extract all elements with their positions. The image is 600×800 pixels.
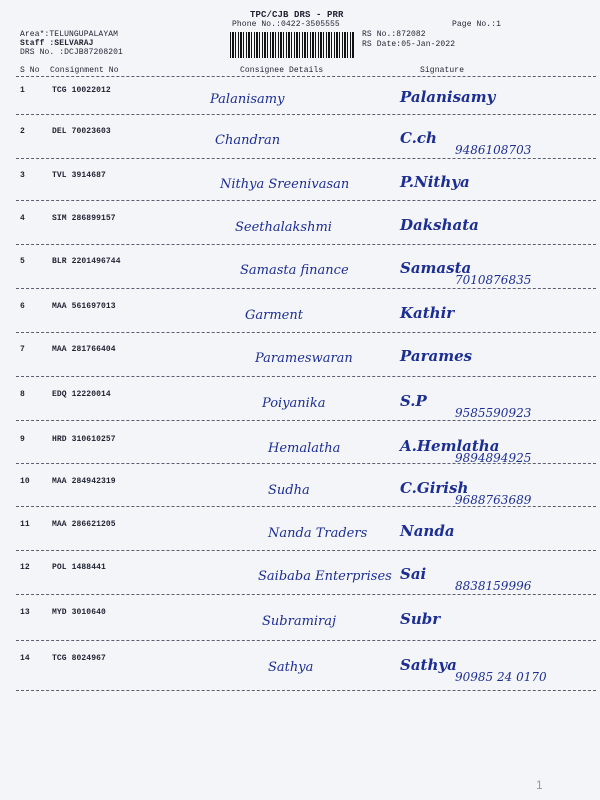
header-divider bbox=[16, 76, 596, 77]
row-consignee-handwriting: Parameswaran bbox=[255, 351, 353, 366]
area-label: Area*:TELUNGUPALAYAM bbox=[20, 30, 119, 39]
row-signature: Kathir bbox=[400, 304, 455, 322]
row-sno: 10 bbox=[20, 477, 30, 486]
row-divider bbox=[16, 420, 596, 421]
row-consignment-number: SIM 286899157 bbox=[52, 214, 116, 223]
row-divider bbox=[16, 594, 596, 595]
row-sno: 1 bbox=[20, 86, 25, 95]
row-divider bbox=[16, 550, 596, 551]
row-signature: Sai bbox=[400, 565, 427, 583]
row-consignment-number: MAA 281766404 bbox=[52, 345, 116, 354]
row-divider bbox=[16, 640, 596, 641]
row-sno: 6 bbox=[20, 302, 25, 311]
row-phone-handwriting: 9486108703 bbox=[455, 143, 532, 157]
row-sno: 2 bbox=[20, 127, 25, 136]
row-divider bbox=[16, 332, 596, 333]
row-divider bbox=[16, 690, 596, 691]
row-sno: 9 bbox=[20, 435, 25, 444]
row-signature: Palanisamy bbox=[400, 88, 496, 106]
rs-date: RS Date:05-Jan-2022 bbox=[362, 40, 456, 49]
row-consignee-handwriting: Garment bbox=[245, 308, 303, 323]
row-signature: A.Hemlatha bbox=[400, 437, 500, 455]
page-mark: 1 bbox=[536, 778, 543, 792]
drs-number: DRS No. :DCJB87208201 bbox=[20, 48, 123, 57]
row-sno: 12 bbox=[20, 563, 30, 572]
row-sno: 14 bbox=[20, 654, 30, 663]
row-divider bbox=[16, 158, 596, 159]
row-consignment-number: MYD 3010640 bbox=[52, 608, 106, 617]
row-signature: Subr bbox=[400, 610, 441, 628]
row-divider bbox=[16, 244, 596, 245]
staff-label: Staff :SELVARAJ bbox=[20, 39, 94, 48]
row-consignment-number: HRD 310610257 bbox=[52, 435, 116, 444]
row-consignee-handwriting: Chandran bbox=[215, 133, 281, 148]
row-signature: Parames bbox=[400, 347, 473, 365]
row-consignee-handwriting: Subramiraj bbox=[262, 614, 337, 629]
row-consignee-handwriting: Seethalakshmi bbox=[235, 220, 332, 235]
row-signature: S.P bbox=[400, 392, 427, 410]
rs-number: RS No.:872082 bbox=[362, 30, 426, 39]
column-sno: S No bbox=[20, 66, 40, 75]
row-consignment-number: TCG 10022012 bbox=[52, 86, 111, 95]
row-consignment-number: TVL 3914687 bbox=[52, 171, 106, 180]
row-signature: Nanda bbox=[400, 522, 455, 540]
page-number: Page No.:1 bbox=[452, 20, 502, 29]
row-phone-handwriting: 9688763689 bbox=[455, 493, 532, 507]
row-phone-handwriting: 8838159996 bbox=[455, 579, 532, 593]
row-phone-handwriting: 90985 24 0170 bbox=[455, 670, 547, 684]
row-consignee-handwriting: Nanda Traders bbox=[268, 526, 368, 541]
row-consignee-handwriting: Sathya bbox=[268, 660, 314, 675]
row-sno: 13 bbox=[20, 608, 30, 617]
row-divider bbox=[16, 114, 596, 115]
row-divider bbox=[16, 288, 596, 289]
row-phone-handwriting: 9585590923 bbox=[455, 406, 532, 420]
row-consignment-number: MAA 286621205 bbox=[52, 520, 116, 529]
barcode-image bbox=[230, 32, 354, 58]
column-consignment: Consignment No bbox=[50, 66, 119, 75]
row-sno: 3 bbox=[20, 171, 25, 180]
row-signature: C.ch bbox=[400, 129, 437, 147]
row-consignee-handwriting: Sudha bbox=[268, 483, 310, 498]
row-divider bbox=[16, 376, 596, 377]
row-sno: 5 bbox=[20, 257, 25, 266]
row-consignment-number: BLR 2201496744 bbox=[52, 257, 121, 266]
row-consignee-handwriting: Nithya Sreenivasan bbox=[220, 177, 350, 192]
row-consignee-handwriting: Hemalatha bbox=[268, 441, 341, 456]
document-title: TPC/CJB DRS - PRR bbox=[250, 10, 344, 20]
row-signature: Dakshata bbox=[400, 216, 479, 234]
row-consignment-number: MAA 561697013 bbox=[52, 302, 116, 311]
row-consignment-number: EDQ 12220014 bbox=[52, 390, 111, 399]
column-consignee: Consignee Details bbox=[240, 66, 324, 75]
row-phone-handwriting: 7010876835 bbox=[455, 273, 532, 287]
row-signature: C.Girish bbox=[400, 479, 469, 497]
row-phone-handwriting: 9894894925 bbox=[455, 451, 532, 465]
row-divider bbox=[16, 200, 596, 201]
row-consignment-number: MAA 284942319 bbox=[52, 477, 116, 486]
column-signature: Signature bbox=[420, 66, 465, 75]
row-consignment-number: TCG 8024967 bbox=[52, 654, 106, 663]
row-sno: 7 bbox=[20, 345, 25, 354]
row-signature: Sathya bbox=[400, 656, 457, 674]
row-sno: 8 bbox=[20, 390, 25, 399]
row-consignee-handwriting: Saibaba Enterprises bbox=[258, 569, 392, 584]
row-signature: Samasta bbox=[400, 259, 472, 277]
row-divider bbox=[16, 506, 596, 507]
row-consignee-handwriting: Palanisamy bbox=[210, 92, 285, 107]
row-sno: 4 bbox=[20, 214, 25, 223]
phone-number: Phone No.:0422-3505555 bbox=[232, 20, 340, 29]
row-sno: 11 bbox=[20, 520, 30, 529]
row-consignee-handwriting: Samasta finance bbox=[240, 263, 349, 278]
row-consignee-handwriting: Poiyanika bbox=[262, 396, 326, 411]
row-consignment-number: DEL 70023603 bbox=[52, 127, 111, 136]
row-divider bbox=[16, 463, 596, 464]
row-consignment-number: POL 1488441 bbox=[52, 563, 106, 572]
row-signature: P.Nithya bbox=[400, 173, 470, 191]
